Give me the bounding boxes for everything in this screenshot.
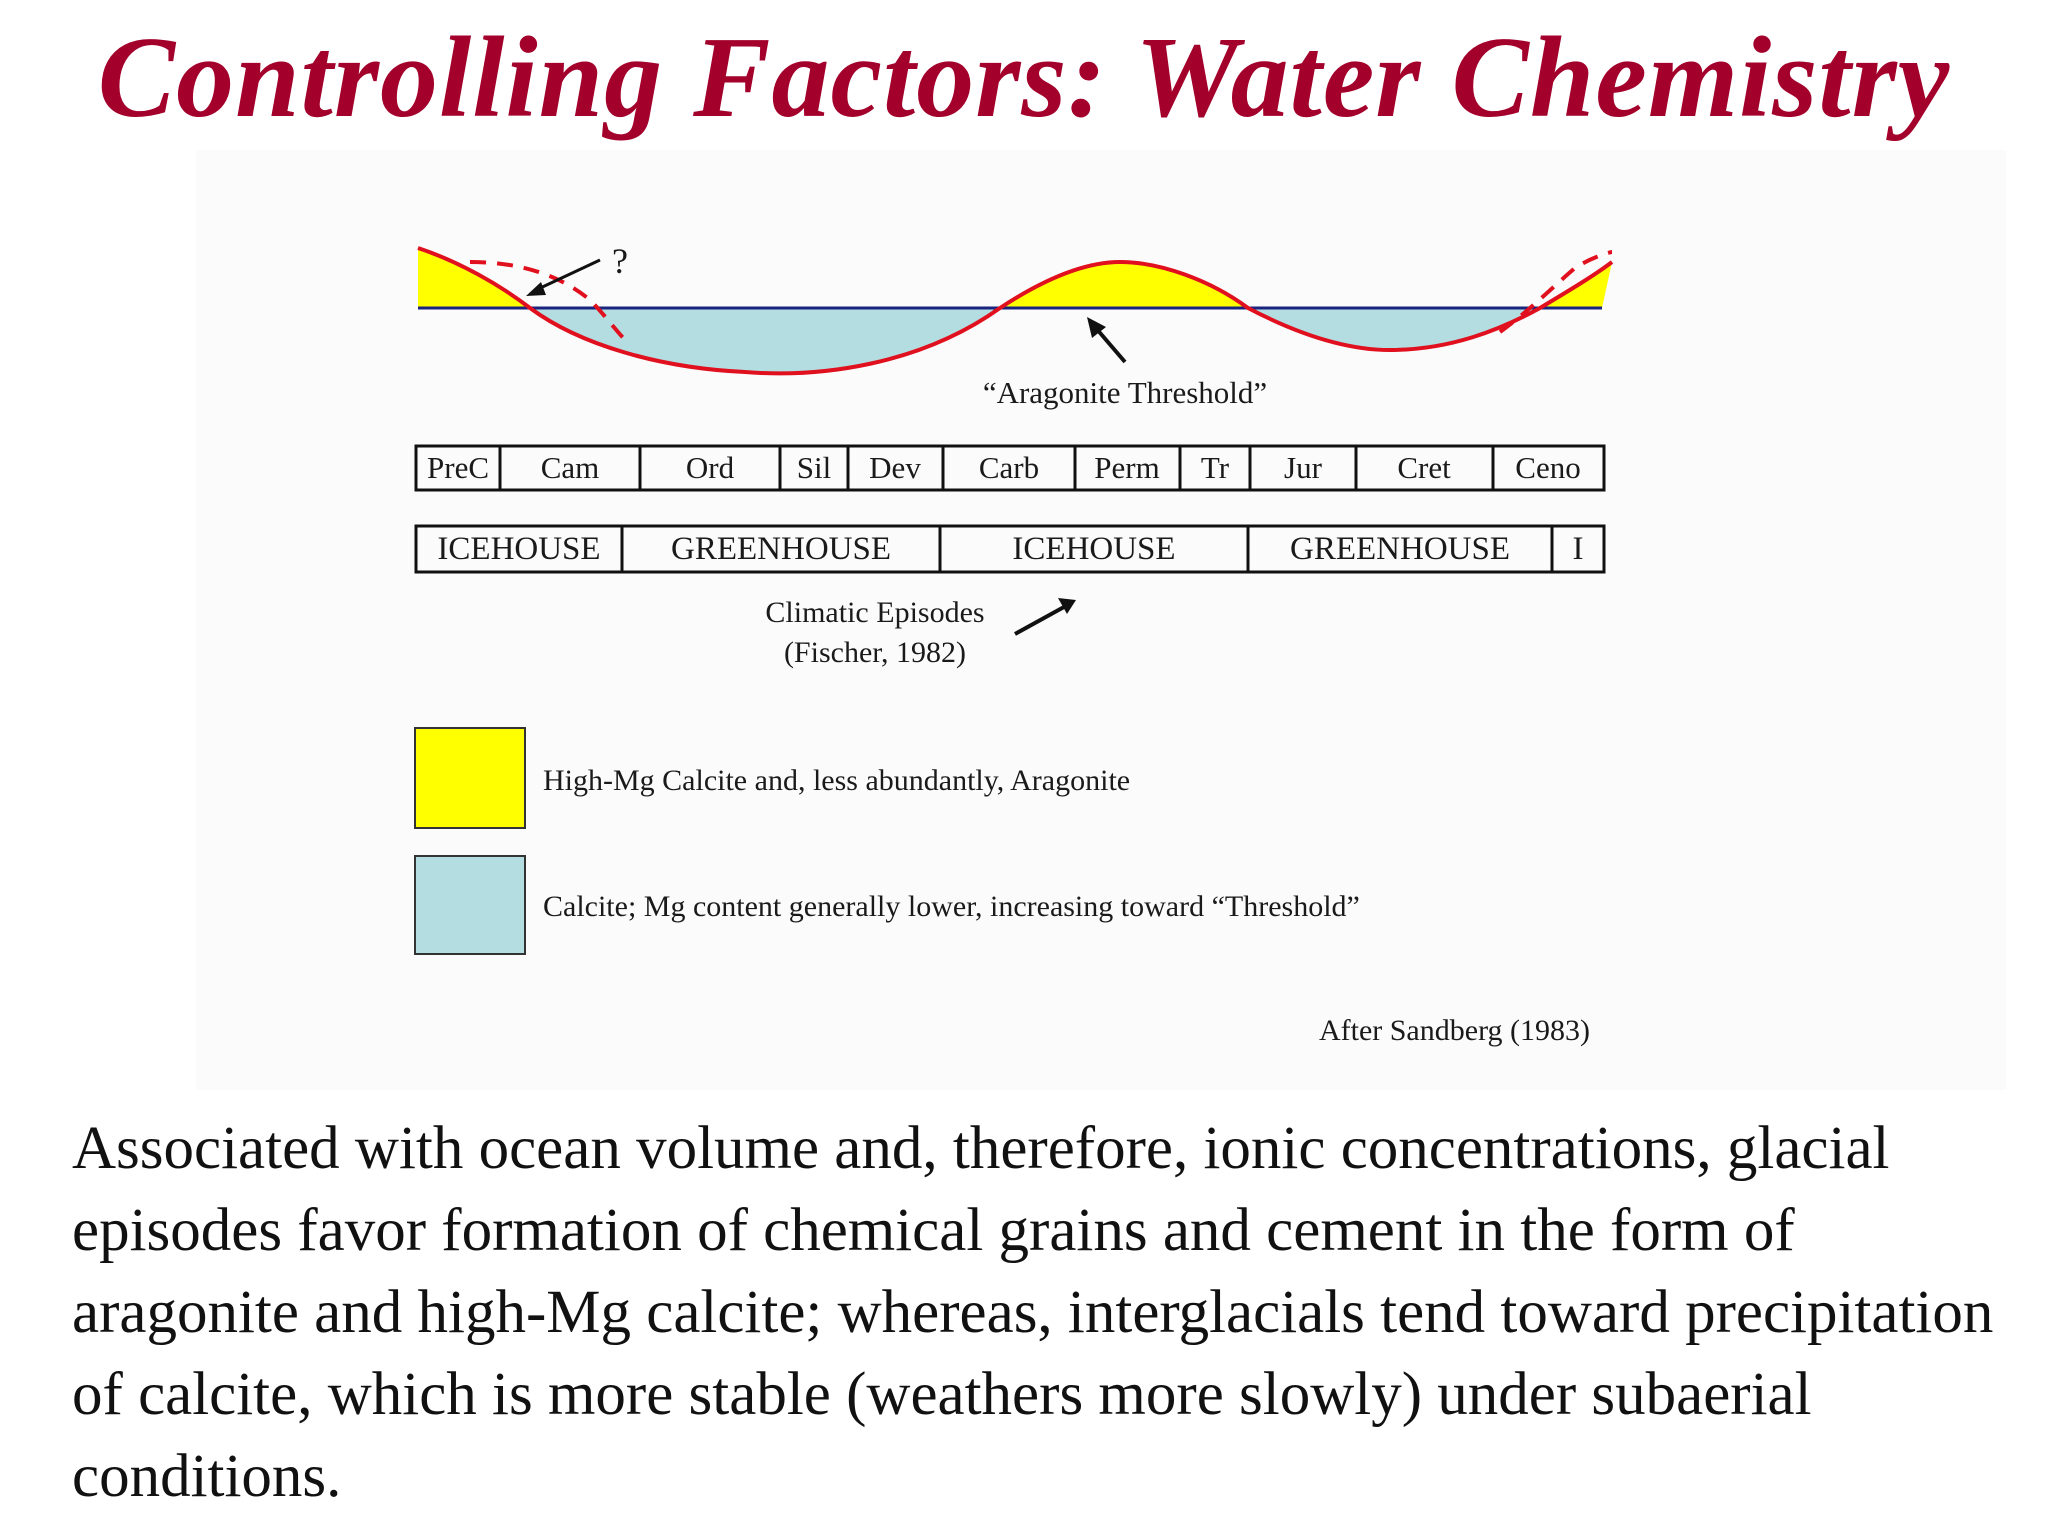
episode-label-icehouse-1: ICEHOUSE: [437, 531, 601, 567]
period-label-cambrian: Cam: [540, 450, 600, 485]
period-label-cretaceous: Cret: [1397, 450, 1451, 485]
question-arrow-shaft: [536, 260, 600, 290]
legend-label-aragonite: High-Mg Calcite and, less abundantly, Aragonite: [543, 764, 1131, 797]
period-label-silurian: Sil: [796, 450, 832, 485]
episode-label-icehouse-2: ICEHOUSE: [1012, 531, 1176, 567]
body-paragraph: Associated with ocean volume and, therefore, ionic concentrations, glacial episodes favor formation of chemical grains and cement in the form of aragonite and high-Mg calcite; whereas, interglacials tend toward precipitation of calcite, which is more stable (weathers more slowly) under subaerial conditions.: [72, 1115, 1994, 1510]
period-label-permian: Perm: [1094, 450, 1160, 485]
legend-swatch-calcite: [415, 856, 525, 954]
slide-title: Controlling Factors: Water Chemistry: [97, 14, 1951, 142]
geologic-periods-bar: [416, 446, 1604, 490]
period-label-devonian: Dev: [869, 450, 921, 485]
episode-label-greenhouse-1: GREENHOUSE: [671, 531, 891, 567]
episodes-caption-line2: (Fischer, 1982): [783, 636, 967, 669]
episodes-caption-line1: Climatic Episodes: [765, 596, 985, 629]
period-label-jurassic: Jur: [1284, 450, 1322, 485]
episodes-arrow-head: [1058, 598, 1076, 614]
legend-label-calcite: Calcite; Mg content generally lower, increasing toward “Threshold”: [543, 890, 1360, 923]
aragonite-threshold-label: “Aragonite Threshold”: [982, 375, 1268, 410]
climatic-episodes-bar: [416, 526, 1604, 572]
question-arrow-head: [526, 282, 546, 296]
period-label-precambrian: PreC: [427, 450, 489, 485]
period-label-carboniferous: Carb: [978, 450, 1040, 485]
period-label-ordovician: Ord: [685, 450, 735, 485]
period-label-triassic: Tr: [1200, 450, 1230, 485]
period-label-cenozoic: Ceno: [1515, 450, 1581, 485]
question-mark-label: ?: [612, 241, 628, 281]
legend-swatch-aragonite: [415, 728, 525, 828]
episode-label-icehouse-3: I: [1572, 531, 1584, 567]
episodes-arrow-shaft: [1015, 607, 1064, 634]
aragonite-area-left: [418, 248, 530, 308]
threshold-arrow-shaft: [1095, 327, 1125, 362]
calcite-area: [530, 308, 1000, 373]
source-credit: After Sandberg (1983): [1318, 1014, 1590, 1047]
episode-label-greenhouse-2: GREENHOUSE: [1290, 531, 1510, 567]
